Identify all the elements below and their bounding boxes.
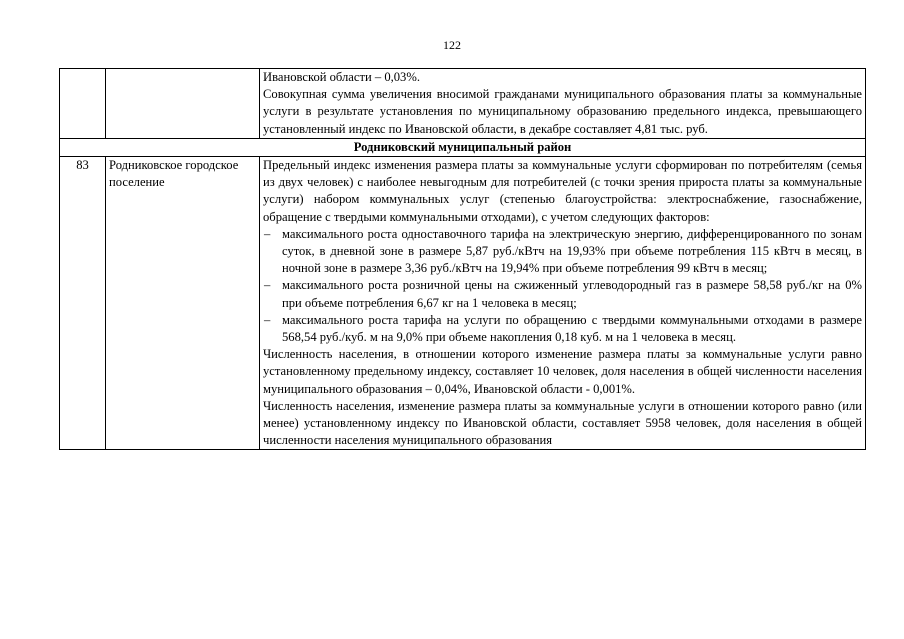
factor-text: максимального роста тарифа на услуги по обращению с твердыми коммунальными отходами в размере 568,54 руб./куб. м на 9,0% при объеме накопления 0,18 куб. м на 1 человека в месяц.	[282, 312, 862, 345]
total-increase-paragraph	[263, 86, 862, 138]
table-row	[60, 157, 866, 450]
description-cell	[260, 69, 866, 139]
tariff-table	[59, 68, 866, 450]
total-increase-amount: 4,81 тыс. руб.	[635, 121, 708, 136]
factor-text: максимального роста одноставочного тарифа на электрическую энергию, дифференцированного по зонам суток, в дневной зоне в размере 5,87 руб./кВтч на 19,93% при объеме потребления 115 кВтч в месяц, в ночной зоне в размере 3,36 руб./кВтч на 19,94% при объеме потребления 99 кВтч в месяц;	[282, 226, 862, 276]
number-cell	[60, 69, 106, 139]
row-number: 83	[60, 157, 106, 450]
municipality-name: Родниковское городское поселение	[106, 157, 260, 450]
description-cell	[260, 157, 866, 450]
total-increase-text: Совокупная сумма увеличения вносимой гражданами муниципального образования платы за коммунальные услуги в результате установления по муниципальному образованию предельного индекса, превышающего установленный индекс по Ивановской области, в декабре составляет	[263, 87, 862, 136]
factor-waste	[263, 312, 862, 346]
section-header-row	[60, 138, 866, 156]
factor-text: максимального роста розничной цены на сжиженный углеводородный газ в размере 58,58 руб./кг на 0% при объеме потребления 6,67 кг на 1 человека в месяц;	[282, 278, 862, 310]
dash-bullet: –	[264, 278, 271, 293]
population-less-paragraph: Численность населения, изменение размера платы за коммунальные услуги в отношении которого равно (или менее) установленному индексу по Ивановской области, составляет 5958 человек, доля населения в общей численности населения муниципального образования	[263, 398, 862, 448]
factors-list	[263, 226, 862, 346]
page-number: 122	[443, 38, 461, 52]
intro-paragraph: Предельный индекс изменения размера платы за коммунальные услуги сформирован по потребителям (семья из двух человек) с наиболее невыгодным для потребителей (с точки зрения прироста платы за коммунальные услуги) набором коммунальных услуг (степенью благоустройства: электроснабжение, газоснабжение, обращение с твердыми коммунальными отходами), с учетом следующих факторов:	[263, 158, 862, 224]
dash-bullet: –	[264, 312, 271, 327]
factor-gas	[263, 277, 862, 311]
dash-bullet: –	[264, 226, 271, 241]
continued-text-line: Ивановской области – 0,03%.	[263, 70, 420, 84]
factor-electricity	[263, 226, 862, 278]
municipality-cell	[106, 69, 260, 139]
population-equal-paragraph: Численность населения, в отношении которого изменение размера платы за коммунальные услуги равно установленному предельному индексу, составляет 10 человек, доля населения в общей численности населения муниципального образования – 0,04%, Ивановской области - 0,001%.	[263, 347, 862, 396]
section-title: Родниковский муниципальный район	[60, 138, 866, 156]
table-row-continued	[60, 69, 866, 139]
